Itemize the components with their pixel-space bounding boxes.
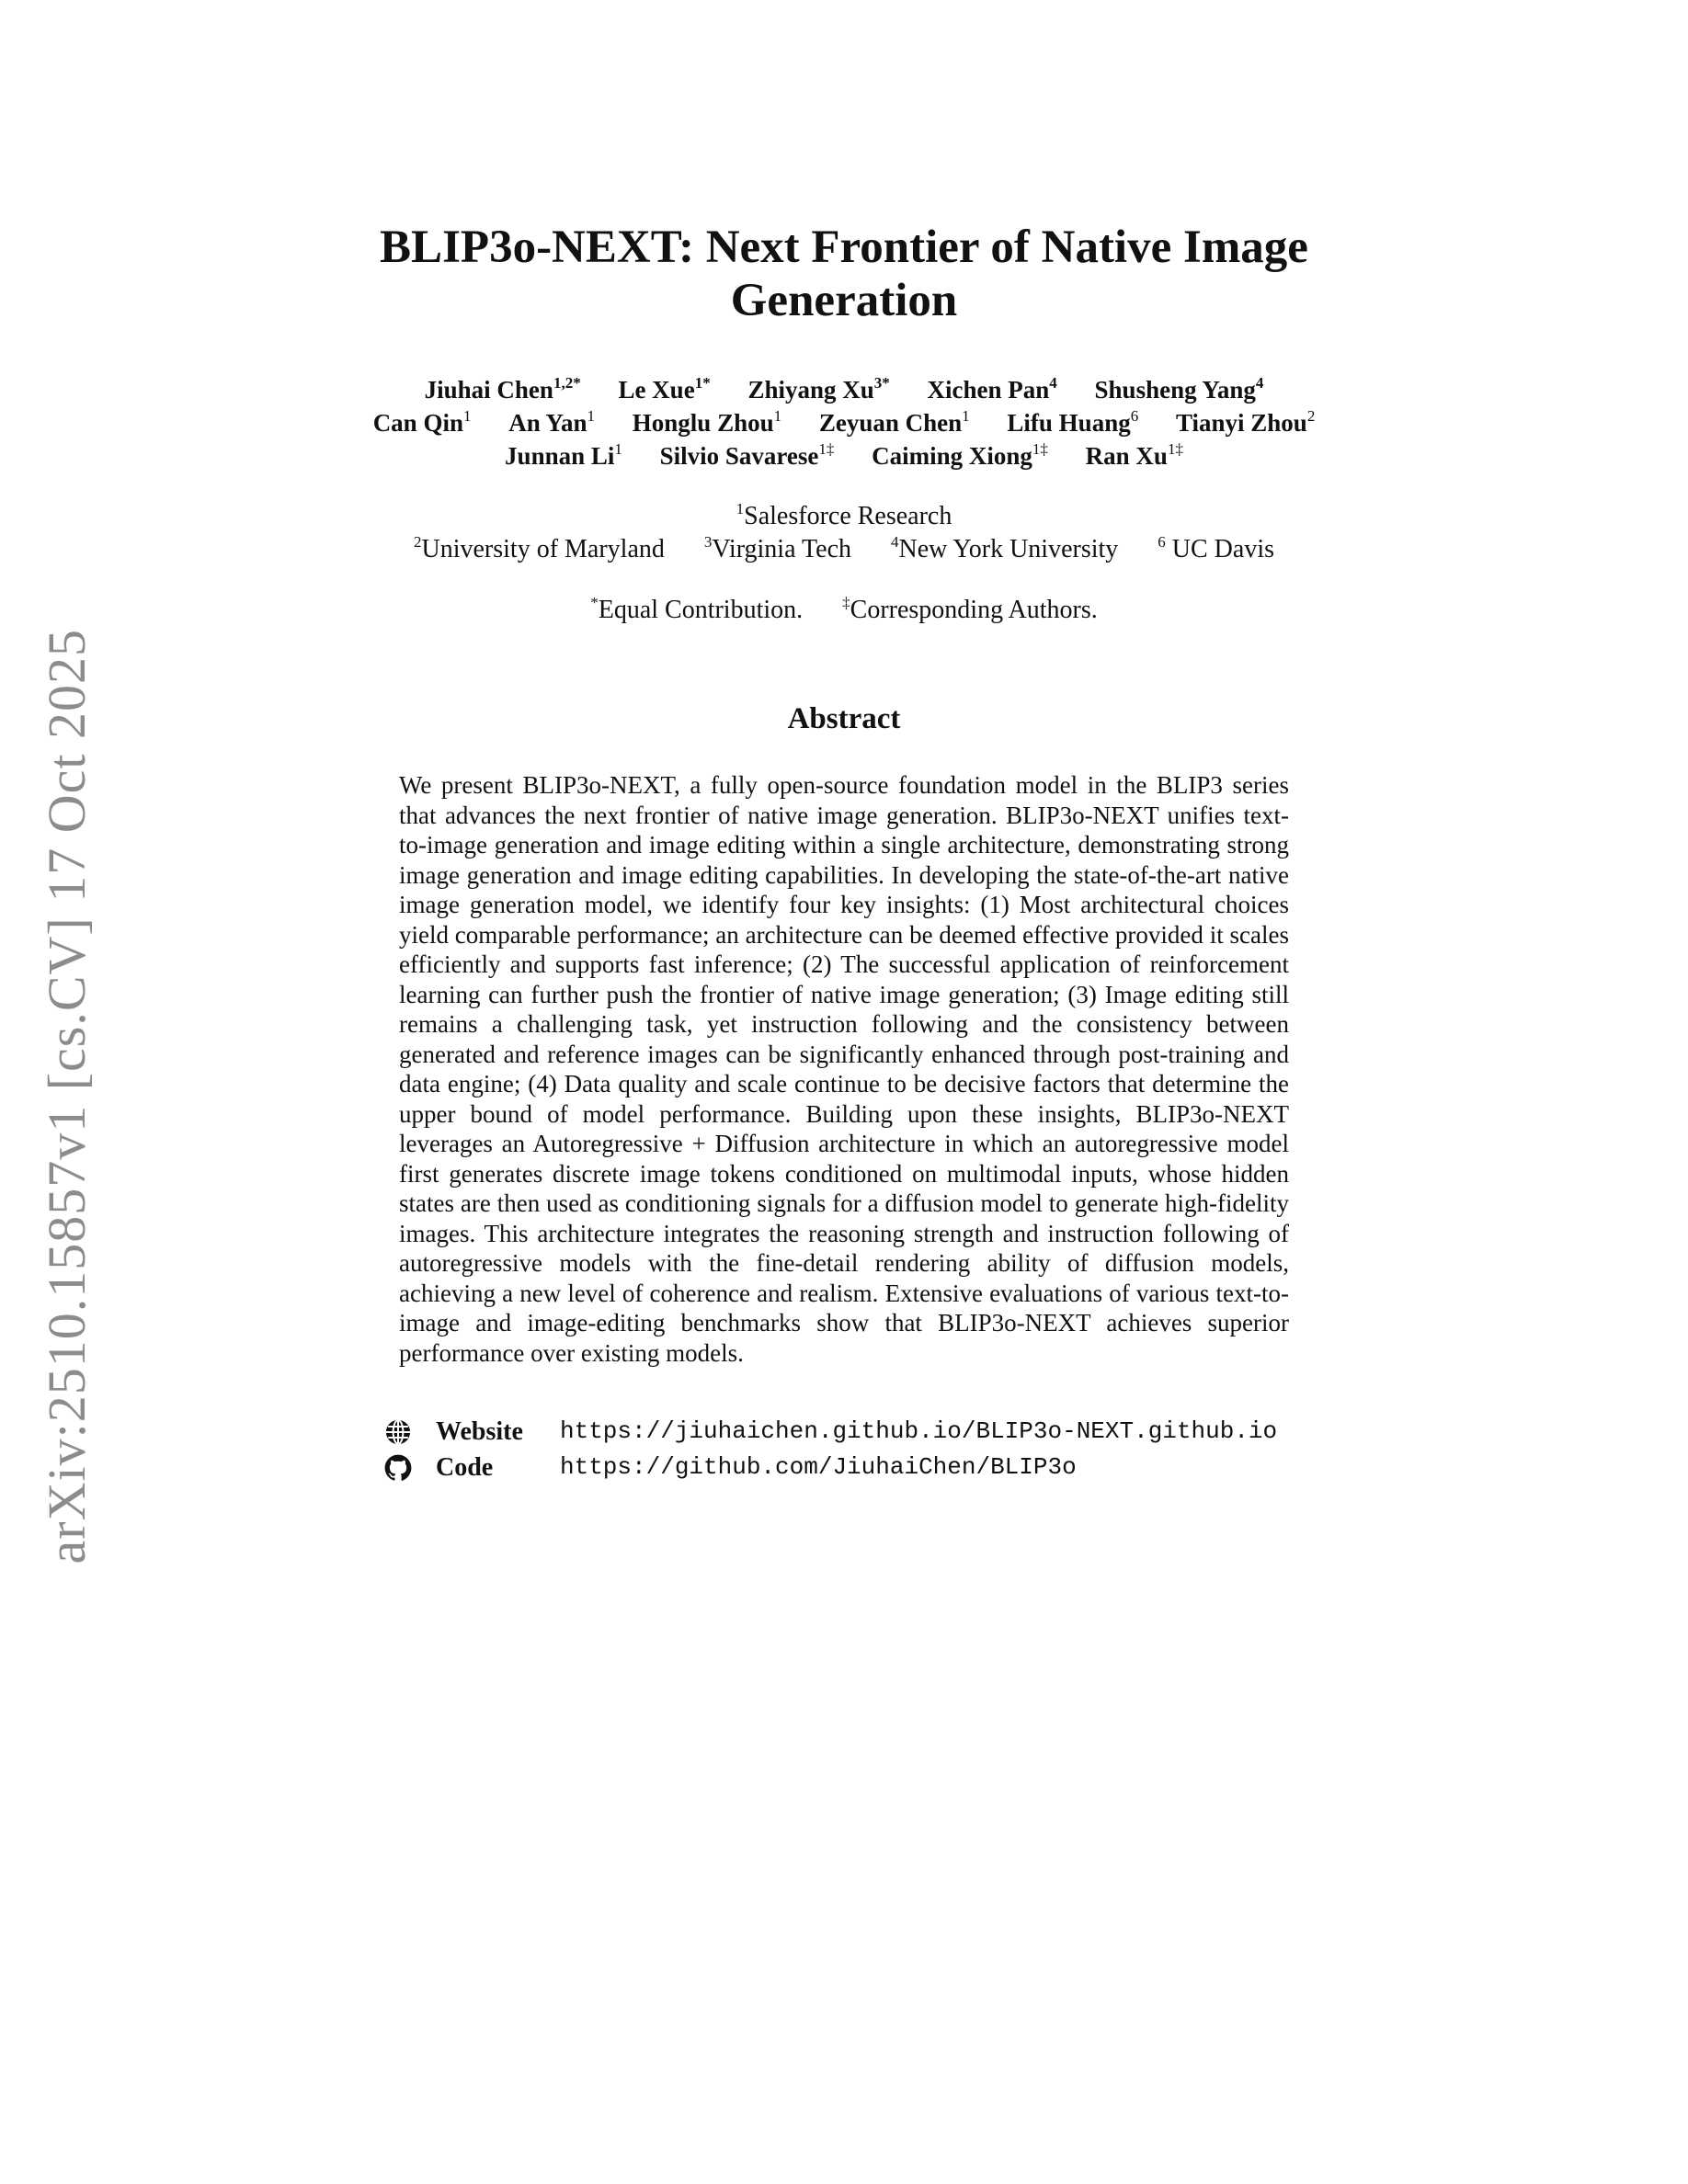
author-affiliation-marker: 1‡ <box>818 440 835 458</box>
website-link-row <box>384 1414 1304 1450</box>
affiliation <box>414 533 665 566</box>
author-row-1 <box>349 373 1339 406</box>
arxiv-identifier-text: arXiv:2510.15857v1 [cs.CV] 17 Oct 2025 <box>37 629 97 1564</box>
code-url-link[interactable]: https://github.com/JiuhaiChen/BLIP3o <box>560 1453 1077 1481</box>
note-marker: * <box>590 594 599 611</box>
author-name: Xichen Pan <box>927 376 1050 404</box>
github-icon <box>384 1454 412 1482</box>
author-name: Junnan Li <box>505 442 615 470</box>
note-text: Corresponding Authors. <box>850 596 1098 624</box>
author-notes <box>349 594 1339 627</box>
author-affiliation-marker: 4 <box>1255 374 1264 392</box>
affiliation-name: New York University <box>898 535 1119 563</box>
affiliation-marker: 2 <box>413 533 422 551</box>
affiliation-name: UC Davis <box>1165 535 1275 563</box>
author <box>928 373 1057 406</box>
equal-contribution-note <box>590 594 803 627</box>
author-affiliation-marker: 1 <box>614 440 622 458</box>
author-name: Silvio Savarese <box>659 442 819 470</box>
author-name: Can Qin <box>372 409 463 437</box>
affiliation-name: Salesforce Research <box>744 502 952 530</box>
affiliation-row-1 <box>349 500 1339 533</box>
affiliation <box>891 533 1118 566</box>
affiliation-list <box>349 500 1339 566</box>
author-name: Zhiyang Xu <box>747 376 874 404</box>
author-name: Caiming Xiong <box>872 442 1032 470</box>
affiliation <box>736 500 952 533</box>
author-name: Honglu Zhou <box>632 409 774 437</box>
author <box>633 406 781 439</box>
affiliation-marker: 3 <box>703 533 713 551</box>
paper-first-page <box>349 221 1339 1485</box>
author <box>373 406 472 439</box>
author-name: Tianyi Zhou <box>1175 409 1307 437</box>
author-row-2 <box>349 406 1339 439</box>
abstract-heading: Abstract <box>787 702 901 735</box>
author-affiliation-marker: 4 <box>1049 374 1057 392</box>
author-name: Jiuhai Chen <box>424 376 553 404</box>
note-marker: ‡ <box>842 594 850 611</box>
affiliation-marker: 1 <box>736 500 745 518</box>
paper-title-line-1: BLIP3o-NEXT: Next Frontier of Native Image <box>380 222 1308 273</box>
author-affiliation-marker: 1,2* <box>553 374 581 392</box>
author-affiliation-marker: 6 <box>1130 407 1139 425</box>
affiliation-name: Virginia Tech <box>712 535 851 563</box>
author <box>819 406 970 439</box>
arxiv-identifier-stamp <box>26 614 108 1579</box>
author-list <box>349 373 1339 472</box>
author-affiliation-marker: 1‡ <box>1032 440 1048 458</box>
affiliation <box>704 533 851 566</box>
affiliation-row-2 <box>349 533 1339 566</box>
paper-title <box>349 221 1339 327</box>
author-name: Ran Xu <box>1085 442 1168 470</box>
abstract-body: We present BLIP3o-NEXT, a fully open-source foundation model in the BLIP3 series that advances the next frontier of native image generation. BLIP3o-NEXT unifies text-to-image generation and image editing within a single architecture, demonstrating strong image generation and image editing capabilities. In developing the state-of-the-art native image generation model, we identify four key insights: (1) Most architectural choices yield comparable performance; an architecture can be deemed effective provided it scales efficiently and supports fast inference; (2) The successful application of reinforcement learning can further push the frontier of native image generation; (3) Image editing still remains a challenging task, yet instruction following and the consistency between generated and reference images can be significantly enhanced through post-training and data engine; (4) Data quality and scale continue to be decisive factors that determine the upper bound of model performance. Building upon these insights, BLIP3o-NEXT leverages an Autoregressive + Diffusion architecture in which an autoregressive model first generates discrete image tokens conditioned on multimodal inputs, whose hidden states are then used as conditioning signals for a diffusion model to generate high-fidelity images. This architecture integrates the reasoning strength and instruction following of autoregressive models with the fine-detail rendering ability of diffusion models, achieving a new level of coherence and realism. Extensive evaluations of various text-to-image and image-editing benchmarks show that BLIP3o-NEXT achieves superior performance over existing models. <box>399 771 1289 1367</box>
author <box>505 439 622 472</box>
author-name: An Yan <box>508 409 587 437</box>
author-affiliation-marker: 3* <box>873 374 890 392</box>
author-name: Le Xue <box>618 376 695 404</box>
affiliation-marker: 6 <box>1158 533 1166 551</box>
author <box>872 439 1048 472</box>
website-label: Website <box>436 1417 523 1446</box>
code-label: Code <box>436 1453 494 1482</box>
author-affiliation-marker: 1 <box>773 407 782 425</box>
corresponding-authors-note <box>842 594 1098 627</box>
author-affiliation-marker: 1 <box>462 407 472 425</box>
author-affiliation-marker: 1* <box>694 374 711 392</box>
note-text: Equal Contribution. <box>598 596 804 624</box>
author <box>1086 439 1183 472</box>
project-links <box>384 1414 1304 1485</box>
author <box>1095 373 1264 406</box>
author-name: Zeyuan Chen <box>818 409 963 437</box>
affiliation-marker: 4 <box>891 533 899 551</box>
globe-icon <box>384 1418 412 1446</box>
author <box>425 373 581 406</box>
author-affiliation-marker: 1‡ <box>1167 440 1183 458</box>
author-row-3 <box>349 439 1339 472</box>
author-affiliation-marker: 1 <box>587 407 596 425</box>
author-name: Shusheng Yang <box>1094 376 1256 404</box>
author <box>660 439 835 472</box>
author <box>747 373 889 406</box>
code-link-row <box>384 1450 1304 1485</box>
author <box>618 373 710 406</box>
website-url-link[interactable]: https://jiuhaichen.github.io/BLIP3o-NEXT.github.io <box>560 1417 1278 1445</box>
paper-title-line-2: Generation <box>730 275 958 326</box>
affiliation-name: University of Maryland <box>421 535 665 563</box>
author <box>1176 406 1315 439</box>
author <box>1007 406 1138 439</box>
author <box>508 406 595 439</box>
author-name: Lifu Huang <box>1007 409 1131 437</box>
author-affiliation-marker: 1 <box>962 407 970 425</box>
affiliation <box>1158 533 1274 566</box>
author-affiliation-marker: 2 <box>1306 407 1316 425</box>
